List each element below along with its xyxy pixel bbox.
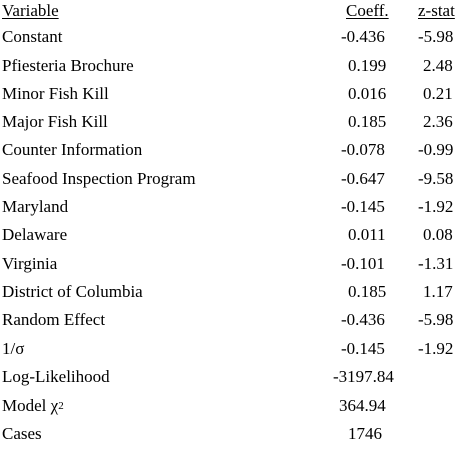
table-row	[0, 339, 474, 367]
variable-cell: Pfiesteria Brochure	[2, 56, 134, 75]
table-row	[0, 27, 474, 55]
variable-cell: Virginia	[2, 254, 58, 273]
variable-cell: Constant	[2, 27, 63, 46]
table-row	[0, 169, 474, 197]
zstat-cell: -1.31	[418, 254, 454, 273]
coeff-cell: 0.185	[348, 112, 387, 131]
variable-cell: Delaware	[2, 225, 68, 244]
zstat-cell: -5.98	[418, 27, 454, 46]
coeff-cell: 0.185	[348, 282, 387, 301]
zstat-cell: 1.17	[423, 282, 453, 301]
variable-cell: 1/σ	[2, 339, 25, 358]
variable-cell: Maryland	[2, 197, 69, 216]
table-row	[0, 140, 474, 168]
variable-cell: Seafood Inspection Program	[2, 169, 196, 188]
stat-value: 1746	[348, 424, 382, 443]
table-row	[0, 310, 474, 338]
coeff-cell: -0.145	[341, 197, 385, 216]
zstat-cell: -1.92	[418, 339, 454, 358]
coeff-cell: -0.078	[341, 140, 385, 159]
stat-label: Cases	[2, 424, 42, 443]
stat-label	[2, 396, 64, 416]
coeff-cell: 0.016	[348, 84, 387, 103]
zstat-cell: -0.99	[418, 140, 454, 159]
table-row	[0, 84, 474, 112]
header-variable: Variable	[2, 1, 59, 20]
header-coeff: Coeff.	[346, 1, 389, 20]
variable-cell: Random Effect	[2, 310, 106, 329]
coeff-cell: -0.101	[341, 254, 385, 273]
variable-cell: Minor Fish Kill	[2, 84, 109, 103]
coeff-cell: -0.145	[341, 339, 385, 358]
coeff-cell: -0.647	[341, 169, 385, 188]
table-row	[0, 225, 474, 253]
variable-cell: District of Columbia	[2, 282, 143, 301]
coeff-cell: -0.436	[341, 27, 385, 46]
header-row	[0, 1, 474, 29]
zstat-cell: -1.92	[418, 197, 454, 216]
coeff-cell: 0.199	[348, 56, 387, 75]
stat-row	[0, 367, 474, 395]
zstat-cell: -5.98	[418, 310, 454, 329]
stat-row	[0, 396, 474, 424]
stat-value: 364.94	[339, 396, 386, 415]
coeff-cell: 0.011	[348, 225, 386, 244]
table-row	[0, 197, 474, 225]
table-row	[0, 254, 474, 282]
table-row	[0, 282, 474, 310]
stat-row	[0, 424, 474, 452]
zstat-cell: 2.48	[423, 56, 453, 75]
table-row	[0, 56, 474, 84]
coeff-cell: -0.436	[341, 310, 385, 329]
zstat-cell: 2.36	[423, 112, 453, 131]
stat-label-superscript: 2	[58, 400, 64, 412]
stat-label: Log-Likelihood	[2, 367, 110, 386]
stat-label-text: Model χ	[2, 396, 59, 415]
zstat-cell: -9.58	[418, 169, 454, 188]
variable-cell: Counter Information	[2, 140, 143, 159]
table-row	[0, 112, 474, 140]
stat-value: -3197.84	[333, 367, 394, 386]
variable-cell: Major Fish Kill	[2, 112, 108, 131]
zstat-cell: 0.08	[423, 225, 453, 244]
zstat-cell: 0.21	[423, 84, 453, 103]
header-zstat: z-stat	[418, 1, 455, 20]
